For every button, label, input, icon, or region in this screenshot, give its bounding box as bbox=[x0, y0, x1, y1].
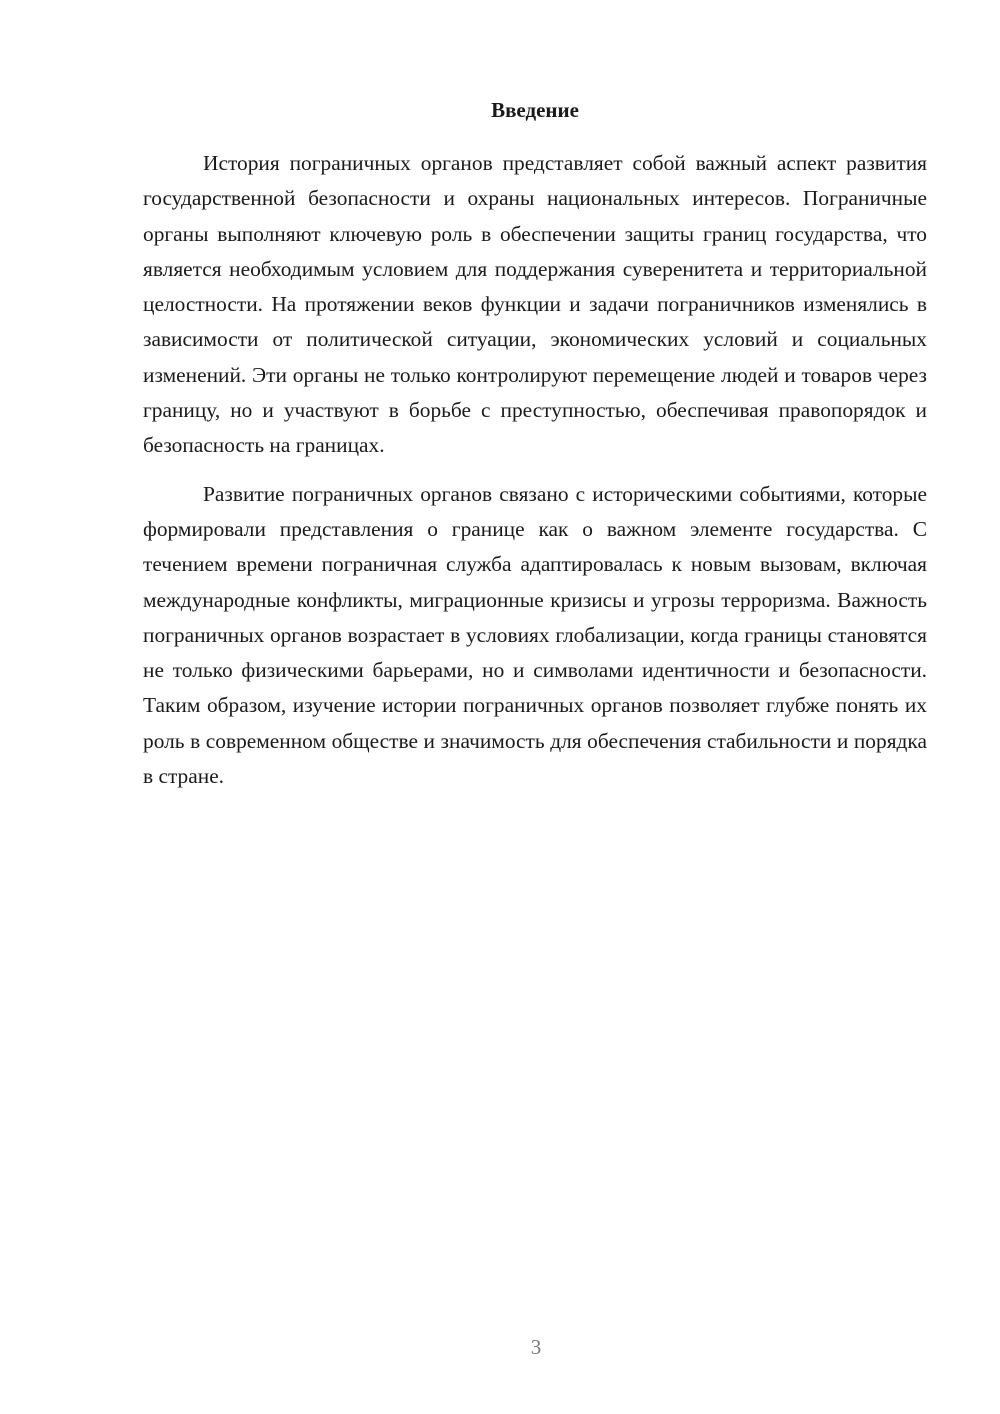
paragraph-2: Развитие пограничных органов связано с историческими событиями, которые формировали представления о границе как о важном элементе государства. С течением времени пограничная служба адаптировалась к новым вызовам, включая международные конфликты, миграционные кризисы и угрозы терроризма. Важность пограничных органов возрастает в условиях глобализации, когда границы становятся не только физическими барьерами, но и символами идентичности и безопасности. Таким образом, изучение истории пограничных органов позволяет глубже понять их роль в современном обществе и значимость для обеспечения стабильности и порядка в стране. bbox=[143, 481, 927, 789]
page-number: 3 bbox=[530, 1335, 542, 1359]
section-heading: Введение bbox=[491, 98, 579, 122]
page-content bbox=[143, 92, 927, 794]
paragraph-1: История пограничных органов представляет собой важный аспект развития государственной безопасности и охраны национальных интересов. Пограничные органы выполняют ключевую роль в обеспечении защиты границ государства, что является необходимым условием для поддержания суверенитета и территориальной целостности. На протяжении веков функции и задачи пограничников изменялись в зависимости от политической ситуации, экономических условий и социальных изменений. Эти органы не только контролируют перемещение людей и товаров через границу, но и участвуют в борьбе с преступностью, обеспечивая правопорядок и безопасность на границах. bbox=[143, 151, 927, 458]
